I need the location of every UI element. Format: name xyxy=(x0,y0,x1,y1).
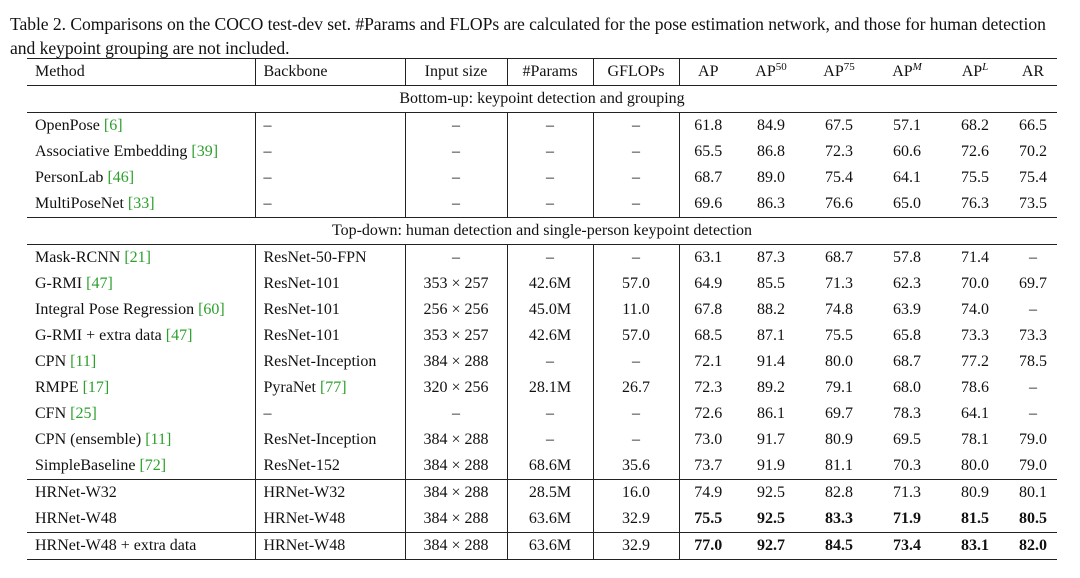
cell-ap50: 89.0 xyxy=(757,169,785,186)
cell-ap: 67.8 xyxy=(694,301,723,318)
table-row xyxy=(27,375,1057,401)
table-row xyxy=(27,297,1057,323)
cell-apl: 76.3 xyxy=(961,195,989,212)
header-apl-base: AP xyxy=(961,63,983,80)
cell-ap: 73.7 xyxy=(694,457,723,474)
cell-gflops: – xyxy=(593,245,679,272)
coco-results-table xyxy=(27,58,1057,560)
cell-ap50: 89.2 xyxy=(757,379,785,396)
cell-params: – xyxy=(507,113,593,140)
header-params: #Params xyxy=(507,59,593,86)
cell-ap75: 75.5 xyxy=(825,327,853,344)
cell-backbone: – xyxy=(255,401,405,427)
cell-ap50: 87.3 xyxy=(757,249,785,266)
table-row xyxy=(27,427,1057,453)
citation-link[interactable]: [11] xyxy=(145,431,172,448)
citation-link[interactable]: [33] xyxy=(127,195,155,212)
cell-backbone: HRNet-W32 xyxy=(255,480,405,507)
cell-apm: 71.9 xyxy=(893,510,921,527)
cell-gflops: – xyxy=(593,113,679,140)
cell-input-size: 384 × 288 xyxy=(405,349,507,375)
cell-gflops: 57.0 xyxy=(593,271,679,297)
table-row xyxy=(27,245,1057,272)
cell-ap50: 87.1 xyxy=(757,327,785,344)
cell-ar: 70.2 xyxy=(1019,143,1047,160)
cell-ar: 79.0 xyxy=(1019,457,1047,474)
cell-gflops: – xyxy=(593,401,679,427)
header-apl-sup: L xyxy=(982,61,989,73)
cell-gflops: 57.0 xyxy=(593,323,679,349)
cell-apl: 64.1 xyxy=(961,405,989,422)
cell-apm: 63.9 xyxy=(893,301,921,318)
header-gflops: GFLOPs xyxy=(593,59,679,86)
header-apm-base: AP xyxy=(892,63,913,80)
cell-input-size: 384 × 288 xyxy=(405,427,507,453)
table-row xyxy=(27,271,1057,297)
cell-ap50: 86.8 xyxy=(757,143,785,160)
cell-ap: 69.6 xyxy=(694,195,723,212)
cell-method: CPN (ensemble) [11] xyxy=(27,427,255,453)
header-input-size: Input size xyxy=(405,59,507,86)
cell-ap75: 81.1 xyxy=(825,457,853,474)
citation-link[interactable]: [47] xyxy=(86,275,113,292)
cell-apl: 80.9 xyxy=(961,484,989,501)
table-row xyxy=(27,191,1057,218)
cell-method: MultiPoseNet [33] xyxy=(27,191,255,218)
cell-gflops: – xyxy=(593,139,679,165)
cell-apl: 83.1 xyxy=(961,537,989,554)
cell-backbone: – xyxy=(255,113,405,140)
cell-backbone: HRNet-W48 xyxy=(255,533,405,560)
cell-ap50: 86.1 xyxy=(757,405,785,422)
cell-params: – xyxy=(507,427,593,453)
cell-input-size: – xyxy=(405,139,507,165)
citation-link[interactable]: [6] xyxy=(103,117,123,134)
table-row xyxy=(27,323,1057,349)
section-title: Top-down: human detection and single-person keypoint detection xyxy=(27,218,1057,245)
cell-ar: 69.7 xyxy=(1019,275,1047,292)
cell-apm: 70.3 xyxy=(893,457,921,474)
cell-ap50: 91.7 xyxy=(757,431,785,448)
table-caption: Table 2. Comparisons on the COCO test-dev set. #Params and FLOPs are calculated for the pose estimation network, and those for human detection and keypoint grouping are not included. xyxy=(10,14,1046,58)
cell-backbone: – xyxy=(255,165,405,191)
cell-ar: – xyxy=(1029,405,1037,422)
header-ap75 xyxy=(805,59,873,86)
cell-ap75: 76.6 xyxy=(825,195,853,212)
cell-params: – xyxy=(507,165,593,191)
cell-input-size: – xyxy=(405,401,507,427)
cell-params: 42.6M xyxy=(507,323,593,349)
cell-backbone: ResNet-101 xyxy=(255,297,405,323)
cell-apm: 57.1 xyxy=(893,117,921,134)
cell-apm: 57.8 xyxy=(893,249,921,266)
cell-backbone: HRNet-W48 xyxy=(255,506,405,533)
table-row xyxy=(27,165,1057,191)
cell-ap50: 92.7 xyxy=(757,537,785,554)
section-header-row xyxy=(27,86,1057,113)
cell-ap: 61.8 xyxy=(694,117,723,134)
citation-link[interactable]: [39] xyxy=(191,143,219,160)
cell-ap75: 68.7 xyxy=(825,249,853,266)
cell-method: Associative Embedding [39] xyxy=(27,139,255,165)
cell-input-size: 320 × 256 xyxy=(405,375,507,401)
cell-backbone: ResNet-101 xyxy=(255,271,405,297)
cell-method: G-RMI [47] xyxy=(27,271,255,297)
cell-apm: 69.5 xyxy=(893,431,921,448)
cell-apl: 78.1 xyxy=(961,431,989,448)
cell-params: 28.5M xyxy=(507,480,593,507)
cell-ap75: 80.0 xyxy=(825,353,853,370)
cell-ap75: 82.8 xyxy=(825,484,853,501)
cell-ap75: 79.1 xyxy=(825,379,853,396)
cell-apl: 71.4 xyxy=(961,249,989,266)
cell-apl: 78.6 xyxy=(961,379,989,396)
header-ap50 xyxy=(737,59,805,86)
cell-params: 68.6M xyxy=(507,453,593,480)
citation-link[interactable]: [21] xyxy=(124,249,151,266)
cell-ap: 74.9 xyxy=(694,484,723,501)
header-method: Method xyxy=(27,59,255,86)
cell-ar: – xyxy=(1029,301,1037,318)
cell-params: – xyxy=(507,245,593,272)
cell-method: Integral Pose Regression [60] xyxy=(27,297,255,323)
cell-apm: 64.1 xyxy=(893,169,921,186)
header-ap50-sup: 50 xyxy=(775,61,787,73)
cell-ap75: 83.3 xyxy=(825,510,853,527)
cell-ap50: 86.3 xyxy=(757,195,785,212)
table-row xyxy=(27,349,1057,375)
cell-ar: 66.5 xyxy=(1019,117,1047,134)
header-apm-sup: M xyxy=(912,61,922,73)
cell-apm: 71.3 xyxy=(893,484,921,501)
cell-ap50: 85.5 xyxy=(757,275,785,292)
cell-apl: 72.6 xyxy=(961,143,989,160)
cell-ap75: 67.5 xyxy=(825,117,853,134)
cell-backbone: ResNet-Inception xyxy=(255,427,405,453)
cell-input-size: – xyxy=(405,113,507,140)
cell-input-size: 384 × 288 xyxy=(405,480,507,507)
cell-ap50: 91.9 xyxy=(757,457,785,474)
cell-method: PersonLab [46] xyxy=(27,165,255,191)
cell-backbone: ResNet-152 xyxy=(255,453,405,480)
cell-apl: 73.3 xyxy=(961,327,989,344)
cell-backbone: ResNet-Inception xyxy=(255,349,405,375)
cell-params: 28.1M xyxy=(507,375,593,401)
cell-input-size: 384 × 288 xyxy=(405,506,507,533)
cell-ap75: 84.5 xyxy=(825,537,853,554)
cell-apm: 78.3 xyxy=(893,405,921,422)
header-backbone: Backbone xyxy=(255,59,405,86)
citation-link[interactable]: [25] xyxy=(70,405,97,422)
cell-ap: 64.9 xyxy=(694,275,723,292)
cell-input-size: 384 × 288 xyxy=(405,533,507,560)
cell-ap50: 84.9 xyxy=(757,117,785,134)
cell-input-size: 384 × 288 xyxy=(405,453,507,480)
cell-backbone: ResNet-50-FPN xyxy=(255,245,405,272)
cell-apl: 77.2 xyxy=(961,353,989,370)
cell-gflops: 11.0 xyxy=(593,297,679,323)
cell-apm: 73.4 xyxy=(893,537,921,554)
cell-method: CPN [11] xyxy=(27,349,255,375)
cell-ap75: 72.3 xyxy=(825,143,853,160)
cell-ap: 68.7 xyxy=(694,169,723,186)
header-apm xyxy=(873,59,941,86)
table-body xyxy=(27,86,1057,560)
cell-gflops: – xyxy=(593,349,679,375)
header-ap50-base: AP xyxy=(755,63,776,80)
cell-ar: 80.5 xyxy=(1019,510,1047,527)
section-header-row xyxy=(27,218,1057,245)
cell-apm: 68.7 xyxy=(893,353,921,370)
cell-apm: 60.6 xyxy=(893,143,921,160)
cell-ap: 63.1 xyxy=(694,249,723,266)
cell-ap: 73.0 xyxy=(694,431,723,448)
cell-apl: 81.5 xyxy=(961,510,989,527)
cell-params: 63.6M xyxy=(507,506,593,533)
header-ap75-base: AP xyxy=(823,63,844,80)
citation-link[interactable]: [72] xyxy=(139,457,167,474)
cell-method: SimpleBaseline [72] xyxy=(27,453,255,480)
table-row xyxy=(27,113,1057,140)
cell-ap50: 92.5 xyxy=(757,510,785,527)
table-row xyxy=(27,480,1057,507)
cell-ap: 75.5 xyxy=(694,510,723,527)
header-ap75-sup: 75 xyxy=(843,61,855,73)
cell-ap: 65.5 xyxy=(694,143,723,160)
cell-method: RMPE [17] xyxy=(27,375,255,401)
cell-ap75: 75.4 xyxy=(825,169,853,186)
cell-backbone: ResNet-101 xyxy=(255,323,405,349)
cell-ap: 77.0 xyxy=(694,537,723,554)
cell-method: HRNet-W32 xyxy=(27,480,255,507)
cell-ar: 75.4 xyxy=(1019,169,1047,186)
cell-gflops: 26.7 xyxy=(593,375,679,401)
citation-link[interactable]: [60] xyxy=(198,301,225,318)
cell-params: – xyxy=(507,401,593,427)
table-row xyxy=(27,453,1057,480)
cell-gflops: – xyxy=(593,191,679,218)
cell-ap50: 88.2 xyxy=(757,301,785,318)
cell-input-size: – xyxy=(405,245,507,272)
table-row xyxy=(27,533,1057,560)
citation-link[interactable]: [77] xyxy=(319,379,347,396)
table-row xyxy=(27,506,1057,533)
cell-backbone: PyraNet [77] xyxy=(255,375,405,401)
cell-params: 63.6M xyxy=(507,533,593,560)
cell-gflops: 32.9 xyxy=(593,506,679,533)
cell-ar: 73.5 xyxy=(1019,195,1047,212)
header-apl xyxy=(941,59,1009,86)
cell-apl: 75.5 xyxy=(961,169,989,186)
header-ap: AP xyxy=(698,63,719,80)
cell-ar: 79.0 xyxy=(1019,431,1047,448)
cell-ap: 72.3 xyxy=(694,379,723,396)
cell-input-size: – xyxy=(405,191,507,218)
cell-input-size: – xyxy=(405,165,507,191)
cell-gflops: 16.0 xyxy=(593,480,679,507)
cell-ap: 72.6 xyxy=(694,405,723,422)
cell-ar: – xyxy=(1029,249,1037,266)
citation-link[interactable]: [11] xyxy=(70,353,97,370)
header-ar: AR xyxy=(1021,63,1045,80)
cell-ap75: 71.3 xyxy=(825,275,853,292)
cell-input-size: 256 × 256 xyxy=(405,297,507,323)
cell-params: – xyxy=(507,191,593,218)
cell-method: CFN [25] xyxy=(27,401,255,427)
cell-ar: 73.3 xyxy=(1019,327,1047,344)
cell-gflops: – xyxy=(593,165,679,191)
header-row xyxy=(27,59,1057,86)
cell-ar: 82.0 xyxy=(1019,537,1047,554)
table-row xyxy=(27,139,1057,165)
citation-link[interactable]: [46] xyxy=(107,169,135,186)
cell-ap50: 92.5 xyxy=(757,484,785,501)
cell-params: – xyxy=(507,139,593,165)
section-title: Bottom-up: keypoint detection and grouping xyxy=(27,86,1057,113)
cell-apl: 74.0 xyxy=(961,301,989,318)
cell-apl: 80.0 xyxy=(961,457,989,474)
cell-ap75: 69.7 xyxy=(825,405,853,422)
citation-link[interactable]: [47] xyxy=(165,327,193,344)
cell-gflops: 35.6 xyxy=(593,453,679,480)
cell-apm: 62.3 xyxy=(893,275,921,292)
citation-link[interactable]: [17] xyxy=(82,379,110,396)
cell-params: 42.6M xyxy=(507,271,593,297)
cell-gflops: – xyxy=(593,427,679,453)
cell-ar: 78.5 xyxy=(1019,353,1047,370)
cell-apm: 65.8 xyxy=(893,327,921,344)
cell-params: – xyxy=(507,349,593,375)
cell-apl: 68.2 xyxy=(961,117,989,134)
cell-method: HRNet-W48 xyxy=(27,506,255,533)
table-row xyxy=(27,401,1057,427)
cell-params: 45.0M xyxy=(507,297,593,323)
cell-input-size: 353 × 257 xyxy=(405,271,507,297)
cell-backbone: – xyxy=(255,191,405,218)
cell-method: OpenPose [6] xyxy=(27,113,255,140)
cell-method: Mask-RCNN [21] xyxy=(27,245,255,272)
cell-ar: 80.1 xyxy=(1019,484,1047,501)
cell-apl: 70.0 xyxy=(961,275,989,292)
cell-input-size: 353 × 257 xyxy=(405,323,507,349)
cell-ap75: 74.8 xyxy=(825,301,853,318)
cell-ap75: 80.9 xyxy=(825,431,853,448)
cell-gflops: 32.9 xyxy=(593,533,679,560)
cell-apm: 65.0 xyxy=(893,195,921,212)
cell-ap50: 91.4 xyxy=(757,353,785,370)
cell-method: HRNet-W48 + extra data xyxy=(27,533,255,560)
cell-backbone: – xyxy=(255,139,405,165)
cell-ap: 68.5 xyxy=(694,327,723,344)
cell-apm: 68.0 xyxy=(893,379,921,396)
cell-ar: – xyxy=(1029,379,1037,396)
cell-method: G-RMI + extra data [47] xyxy=(27,323,255,349)
cell-ap: 72.1 xyxy=(694,353,723,370)
